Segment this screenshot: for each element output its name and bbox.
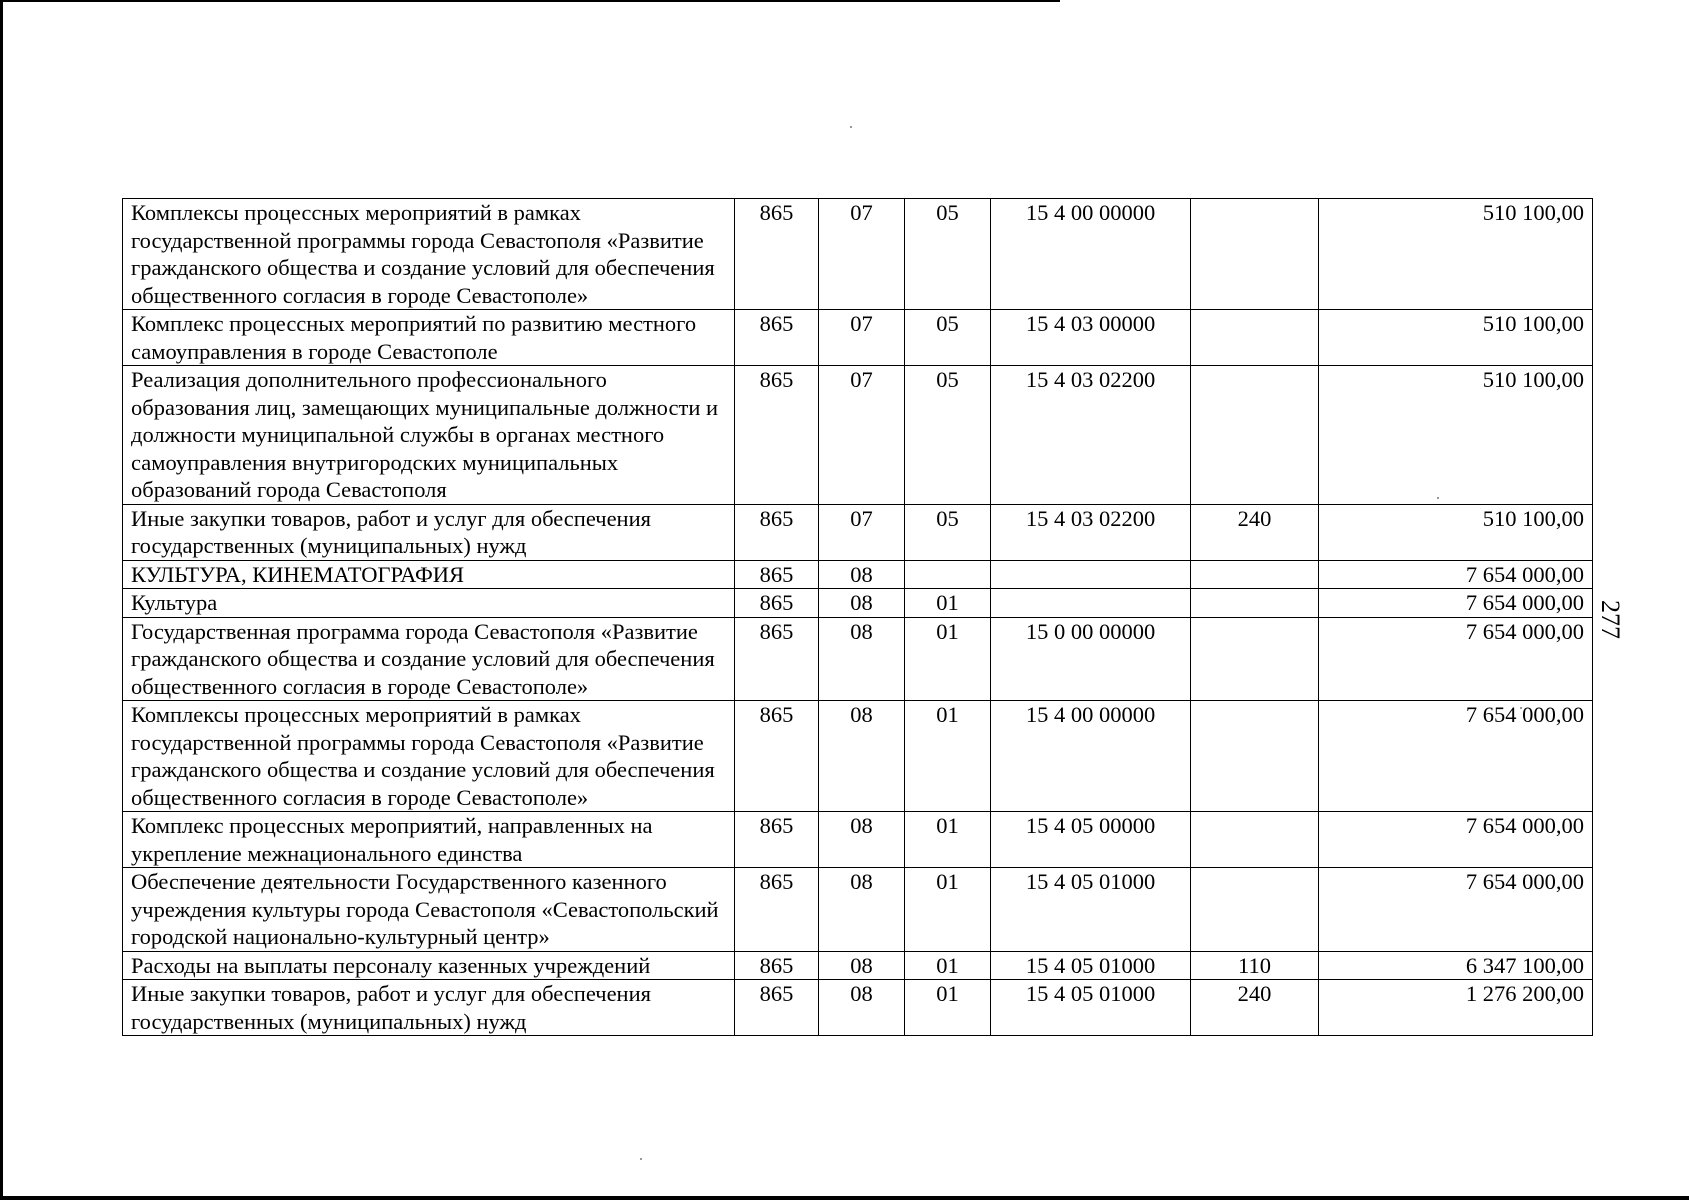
expense-type-code-cell <box>1191 560 1319 589</box>
page-number: 277 <box>1596 600 1625 639</box>
section-code-cell: 07 <box>819 310 905 366</box>
target-article-code-cell: 15 4 05 01000 <box>991 980 1191 1036</box>
subsection-code-cell: 01 <box>905 812 991 868</box>
table-row <box>123 560 1593 589</box>
amount-cell: 7 654 000,00 <box>1319 560 1593 589</box>
expense-type-code-cell <box>1191 868 1319 952</box>
department-code-cell: 865 <box>735 504 819 560</box>
expense-name-cell: Расходы на выплаты персоналу казенных учреждений <box>123 951 735 980</box>
amount-cell: 6 347 100,00 <box>1319 951 1593 980</box>
expense-type-code-cell: 240 <box>1191 980 1319 1036</box>
expense-type-code-cell: 110 <box>1191 951 1319 980</box>
department-code-cell: 865 <box>735 310 819 366</box>
department-code-cell: 865 <box>735 951 819 980</box>
expense-name-cell: Государственная программа города Севастополя «Развитие гражданского общества и создание условий для обеспечения общественного согласия в городе Севастополе» <box>123 617 735 701</box>
subsection-code-cell: 05 <box>905 366 991 505</box>
expense-type-code-cell <box>1191 366 1319 505</box>
expense-name-cell: Обеспечение деятельности Государственного казенного учреждения культуры города Севастополя «Севастопольский городской национально-культурный центр» <box>123 868 735 952</box>
target-article-code-cell: 15 4 03 02200 <box>991 366 1191 505</box>
target-article-code-cell: 15 4 05 00000 <box>991 812 1191 868</box>
budget-expenditure-table <box>122 198 1593 1036</box>
department-code-cell: 865 <box>735 868 819 952</box>
amount-cell: 510 100,00 <box>1319 366 1593 505</box>
subsection-code-cell: 05 <box>905 310 991 366</box>
expense-name-cell: Иные закупки товаров, работ и услуг для обеспечения государственных (муниципальных) нужд <box>123 504 735 560</box>
department-code-cell: 865 <box>735 560 819 589</box>
section-code-cell: 08 <box>819 560 905 589</box>
expense-type-code-cell <box>1191 812 1319 868</box>
amount-cell: 7 654 000,00 <box>1319 812 1593 868</box>
table-row <box>123 366 1593 505</box>
subsection-code-cell: 01 <box>905 980 991 1036</box>
subsection-code-cell: 01 <box>905 701 991 812</box>
section-code-cell: 07 <box>819 366 905 505</box>
expense-type-code-cell <box>1191 199 1319 310</box>
department-code-cell: 865 <box>735 366 819 505</box>
amount-cell: 7 654 000,00 <box>1319 589 1593 618</box>
table-row <box>123 617 1593 701</box>
department-code-cell: 865 <box>735 199 819 310</box>
expense-type-code-cell <box>1191 310 1319 366</box>
subsection-code-cell: 05 <box>905 504 991 560</box>
expense-type-code-cell <box>1191 701 1319 812</box>
scan-frame-bottom-edge <box>0 1196 1689 1200</box>
expense-name-cell: Культура <box>123 589 735 618</box>
amount-cell: 510 100,00 <box>1319 310 1593 366</box>
table-row <box>123 310 1593 366</box>
subsection-code-cell: 01 <box>905 951 991 980</box>
amount-cell: 1 276 200,00 <box>1319 980 1593 1036</box>
expense-type-code-cell <box>1191 617 1319 701</box>
subsection-code-cell <box>905 560 991 589</box>
amount-cell: 7 654 000,00 <box>1319 868 1593 952</box>
section-code-cell: 08 <box>819 589 905 618</box>
amount-cell: 510 100,00 <box>1319 504 1593 560</box>
target-article-code-cell <box>991 589 1191 618</box>
subsection-code-cell: 01 <box>905 617 991 701</box>
scan-frame-top-edge <box>0 0 1060 2</box>
expense-type-code-cell: 240 <box>1191 504 1319 560</box>
section-code-cell: 08 <box>819 701 905 812</box>
section-code-cell: 07 <box>819 199 905 310</box>
section-code-cell: 08 <box>819 617 905 701</box>
section-code-cell: 07 <box>819 504 905 560</box>
budget-table-body <box>123 199 1593 1036</box>
target-article-code-cell: 15 4 05 01000 <box>991 951 1191 980</box>
scan-speck <box>850 126 852 128</box>
expense-name-cell: КУЛЬТУРА, КИНЕМАТОГРАФИЯ <box>123 560 735 589</box>
amount-cell: 7 654 000,00 <box>1319 701 1593 812</box>
subsection-code-cell: 01 <box>905 589 991 618</box>
amount-cell: 7 654 000,00 <box>1319 617 1593 701</box>
target-article-code-cell <box>991 560 1191 589</box>
subsection-code-cell: 01 <box>905 868 991 952</box>
target-article-code-cell: 15 0 00 00000 <box>991 617 1191 701</box>
table-row <box>123 868 1593 952</box>
target-article-code-cell: 15 4 03 00000 <box>991 310 1191 366</box>
scan-speck <box>640 1158 642 1160</box>
section-code-cell: 08 <box>819 812 905 868</box>
table-row <box>123 812 1593 868</box>
table-row <box>123 951 1593 980</box>
target-article-code-cell: 15 4 05 01000 <box>991 868 1191 952</box>
expense-name-cell: Комплексы процессных мероприятий в рамках государственной программы города Севастополя «Развитие гражданского общества и создание условий для обеспечения общественного согласия в городе Севастополе» <box>123 701 735 812</box>
section-code-cell: 08 <box>819 951 905 980</box>
target-article-code-cell: 15 4 00 00000 <box>991 701 1191 812</box>
expense-name-cell: Иные закупки товаров, работ и услуг для обеспечения государственных (муниципальных) нужд <box>123 980 735 1036</box>
expense-name-cell: Комплекс процессных мероприятий по развитию местного самоуправления в городе Севастополе <box>123 310 735 366</box>
expense-type-code-cell <box>1191 589 1319 618</box>
scan-frame-left-edge <box>0 0 3 1200</box>
expense-name-cell: Комплексы процессных мероприятий в рамках государственной программы города Севастополя «Развитие гражданского общества и создание условий для обеспечения общественного согласия в городе Севастополе» <box>123 199 735 310</box>
table-row <box>123 504 1593 560</box>
table-row <box>123 701 1593 812</box>
department-code-cell: 865 <box>735 617 819 701</box>
section-code-cell: 08 <box>819 868 905 952</box>
department-code-cell: 865 <box>735 812 819 868</box>
table-row <box>123 980 1593 1036</box>
target-article-code-cell: 15 4 00 00000 <box>991 199 1191 310</box>
expense-name-cell: Комплекс процессных мероприятий, направленных на укрепление межнационального единства <box>123 812 735 868</box>
table-row <box>123 199 1593 310</box>
target-article-code-cell: 15 4 03 02200 <box>991 504 1191 560</box>
department-code-cell: 865 <box>735 589 819 618</box>
section-code-cell: 08 <box>819 980 905 1036</box>
subsection-code-cell: 05 <box>905 199 991 310</box>
expense-name-cell: Реализация дополнительного профессионального образования лиц, замещающих муниципальные должности и должности муниципальной службы в органах местного самоуправления внутригородских муниципальных образований города Севастополя <box>123 366 735 505</box>
amount-cell: 510 100,00 <box>1319 199 1593 310</box>
department-code-cell: 865 <box>735 980 819 1036</box>
department-code-cell: 865 <box>735 701 819 812</box>
table-row <box>123 589 1593 618</box>
